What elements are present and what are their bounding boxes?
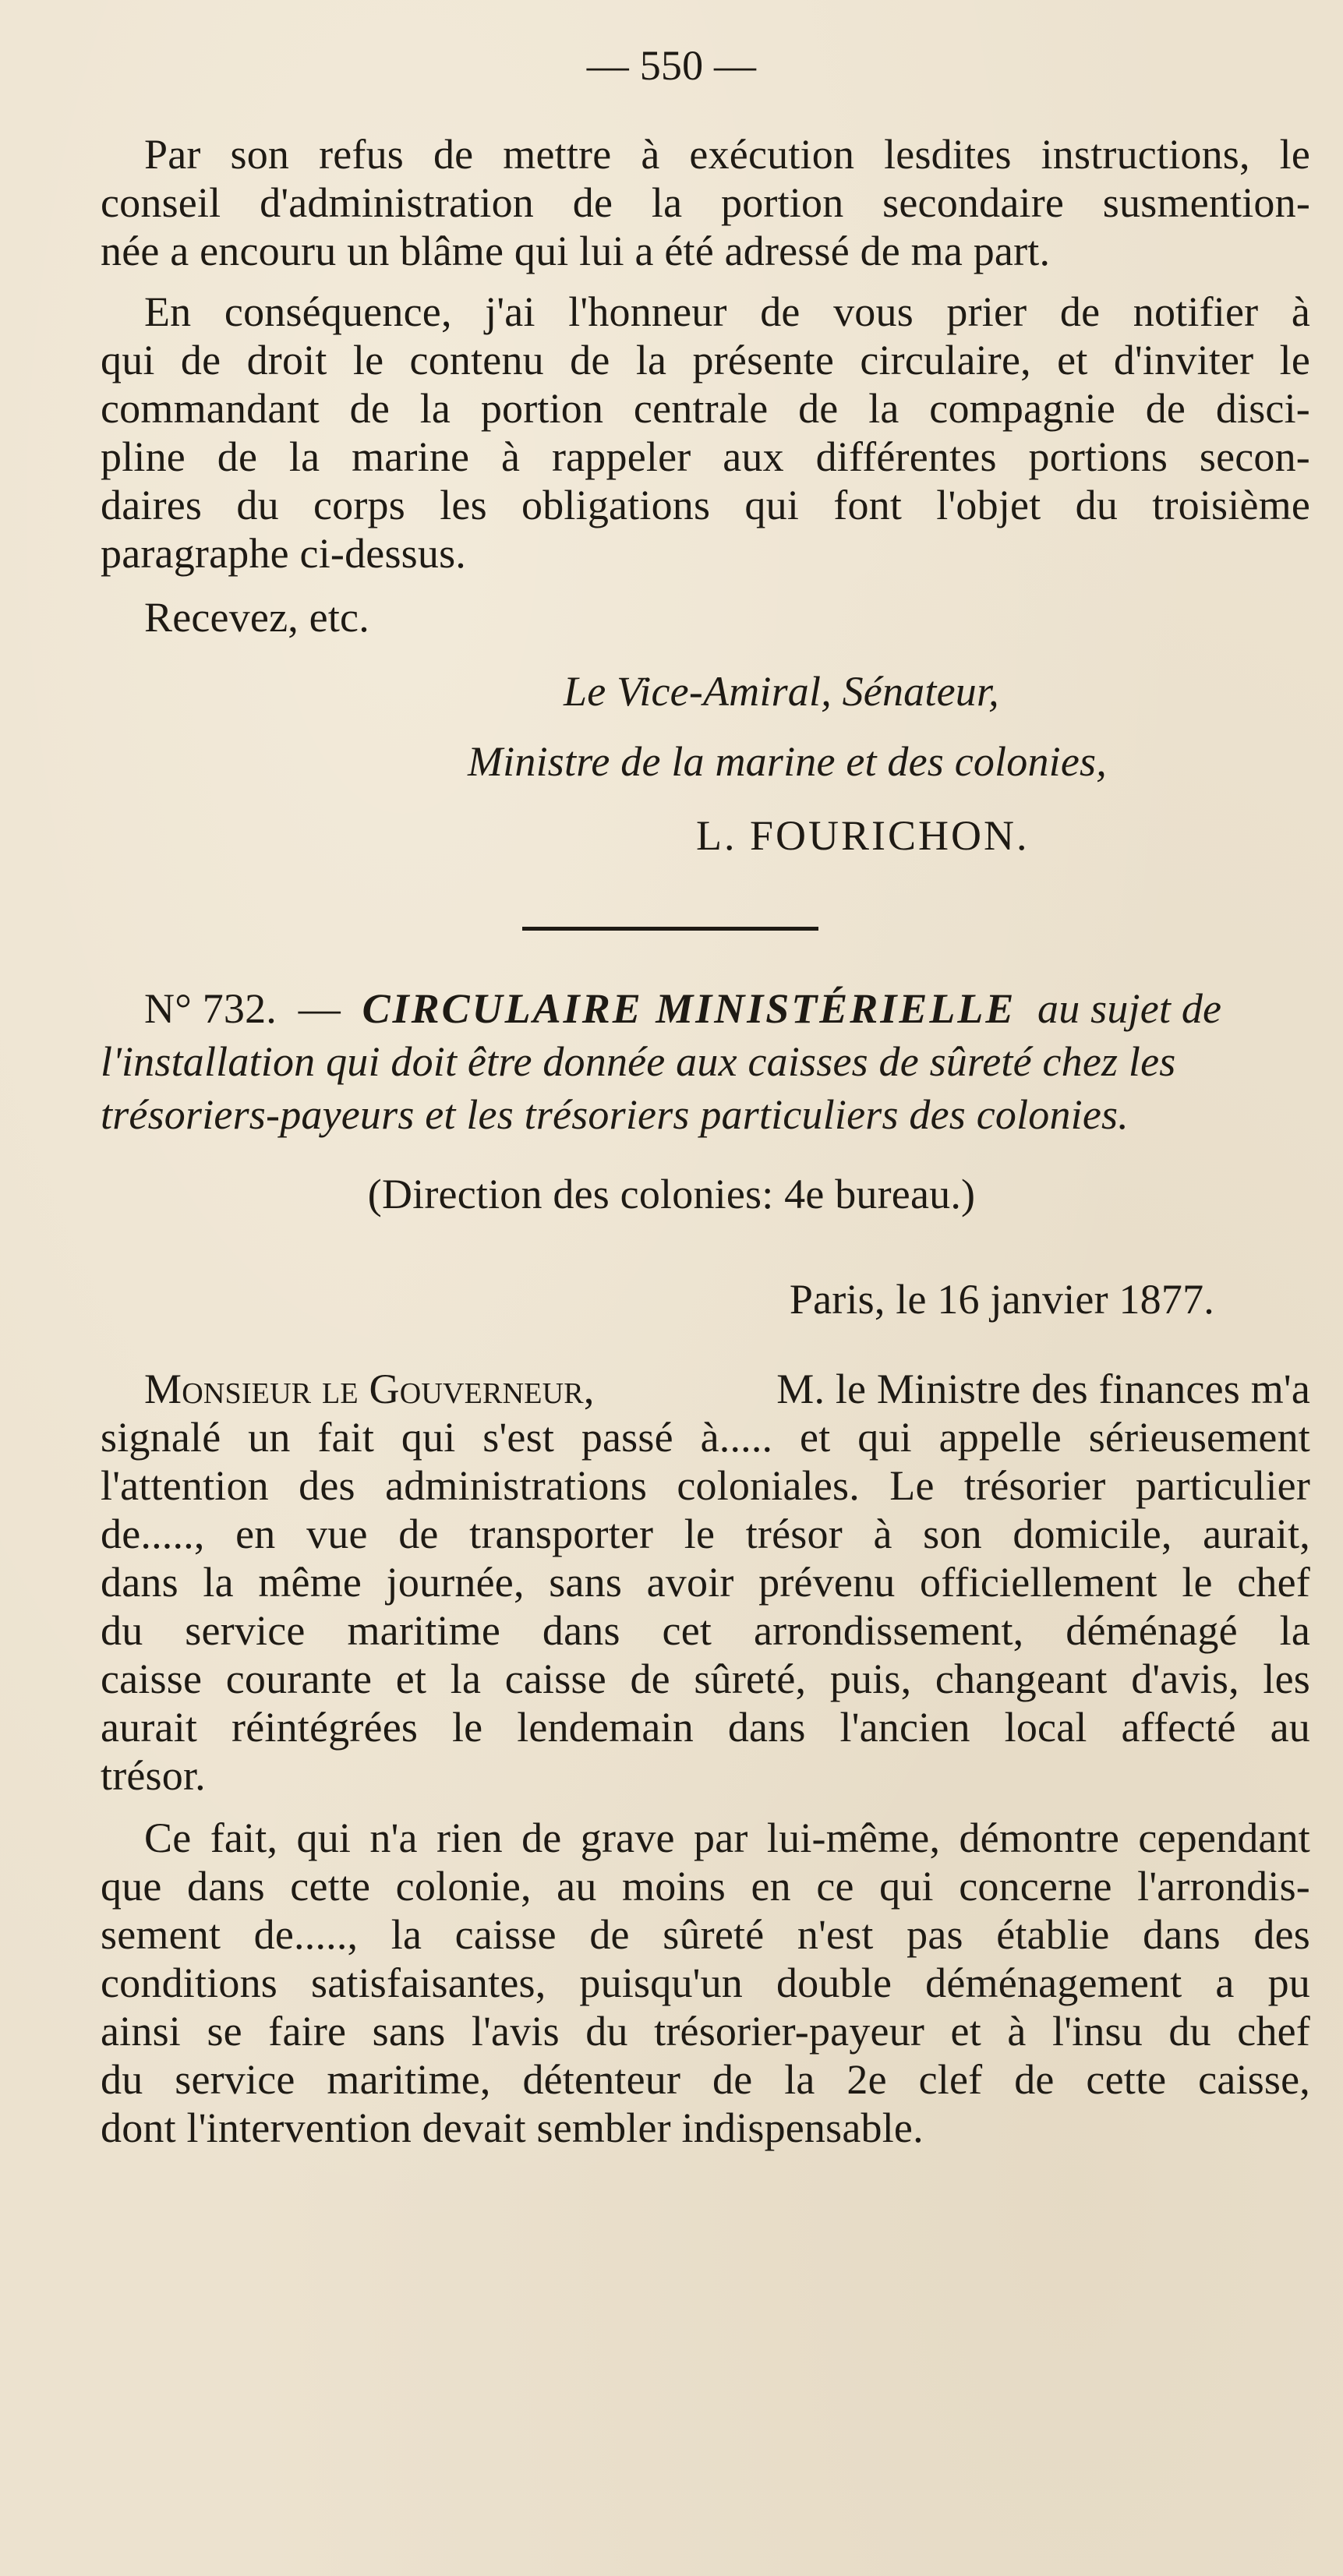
circular-subject: au sujet de: [1037, 985, 1222, 1032]
text-line: de....., en vue de transporter le trésor à son domicile, aurait,: [101, 1511, 1310, 1557]
text-line: que dans cette colonie, au moins en ce qui concerne l'arrondis-: [101, 1863, 1310, 1910]
dateline: Paris, le 16 janvier 1877.: [789, 1276, 1214, 1323]
signature: L. FOURICHON.: [696, 812, 1030, 859]
text-line: Ce fait, qui n'a rien de grave par lui-même, démontre cependant: [144, 1815, 1310, 1861]
text-line: Par son refus de mettre à exécution lesdites instructions, le: [144, 131, 1310, 178]
circular-subject-line: trésoriers-payeurs et les trésoriers particuliers des colonies.: [101, 1091, 1129, 1138]
text-line: dans la même journée, sans avoir prévenu officiellement le chef: [101, 1559, 1310, 1606]
text-line: aurait réintégrées le lendemain dans l'ancien local affecté au: [101, 1704, 1310, 1751]
text-line: dont l'intervention devait sembler indispensable.: [101, 2104, 924, 2151]
text-line: sement de....., la caisse de sûreté n'est pas établie dans des: [101, 1911, 1310, 1958]
circular-number: N° 732.: [144, 985, 277, 1032]
text-line: qui de droit le contenu de la présente circulaire, et d'inviter le: [101, 337, 1310, 383]
text-line: En conséquence, j'ai l'honneur de vous prier de notifier à: [144, 288, 1310, 335]
page-number: — 550 —: [586, 42, 757, 89]
text-line: trésor.: [101, 1752, 206, 1799]
text-line: ainsi se faire sans l'avis du trésorier-payeur et à l'insu du chef: [101, 2008, 1310, 2055]
text-line: M. le Ministre des finances m'a: [776, 1366, 1310, 1412]
text-line: du service maritime, détenteur de la 2e clef de cette caisse,: [101, 2056, 1310, 2103]
text-line: paragraphe ci-dessus.: [101, 530, 467, 577]
text-line: daires du corps les obligations qui font l'objet du troisième: [101, 482, 1310, 528]
addressee: Monsieur le Gouverneur,: [144, 1366, 595, 1412]
closing-salutation: Recevez, etc.: [144, 594, 369, 641]
circular-dash: —: [298, 985, 341, 1032]
text-line: conditions satisfaisantes, puisqu'un double déménagement a pu: [101, 1959, 1310, 2006]
text-line: pline de la marine à rappeler aux différentes portions secon-: [101, 433, 1310, 480]
text-line: l'attention des administrations coloniales. Le trésorier particulier: [101, 1462, 1310, 1509]
circular-heading-line: [144, 984, 1221, 1034]
signatory-title: Le Vice-Amiral, Sénateur,: [564, 668, 999, 715]
text-line: conseil d'administration de la portion secondaire susmention-: [101, 179, 1310, 226]
text-line: née a encouru un blâme qui lui a été adressé de ma part.: [101, 228, 1051, 274]
circular-title: CIRCULAIRE MINISTÉRIELLE: [362, 985, 1016, 1032]
circular-subject-line: l'installation qui doit être donnée aux caisses de sûreté chez les: [101, 1038, 1176, 1085]
text-line: commandant de la portion centrale de la compagnie de disci-: [101, 385, 1310, 432]
section-divider: [522, 927, 818, 931]
text-line: du service maritime dans cet arrondissement, déménagé la: [101, 1607, 1310, 1654]
direction-line: (Direction des colonies: 4e bureau.): [367, 1171, 976, 1217]
signatory-ministry: Ministre de la marine et des colonies,: [468, 738, 1107, 785]
text-line: caisse courante et la caisse de sûreté, puis, changeant d'avis, les: [101, 1655, 1310, 1702]
letter-opening-line: [144, 1364, 1310, 1414]
text-line: signalé un fait qui s'est passé à..... et qui appelle sérieusement: [101, 1414, 1310, 1461]
